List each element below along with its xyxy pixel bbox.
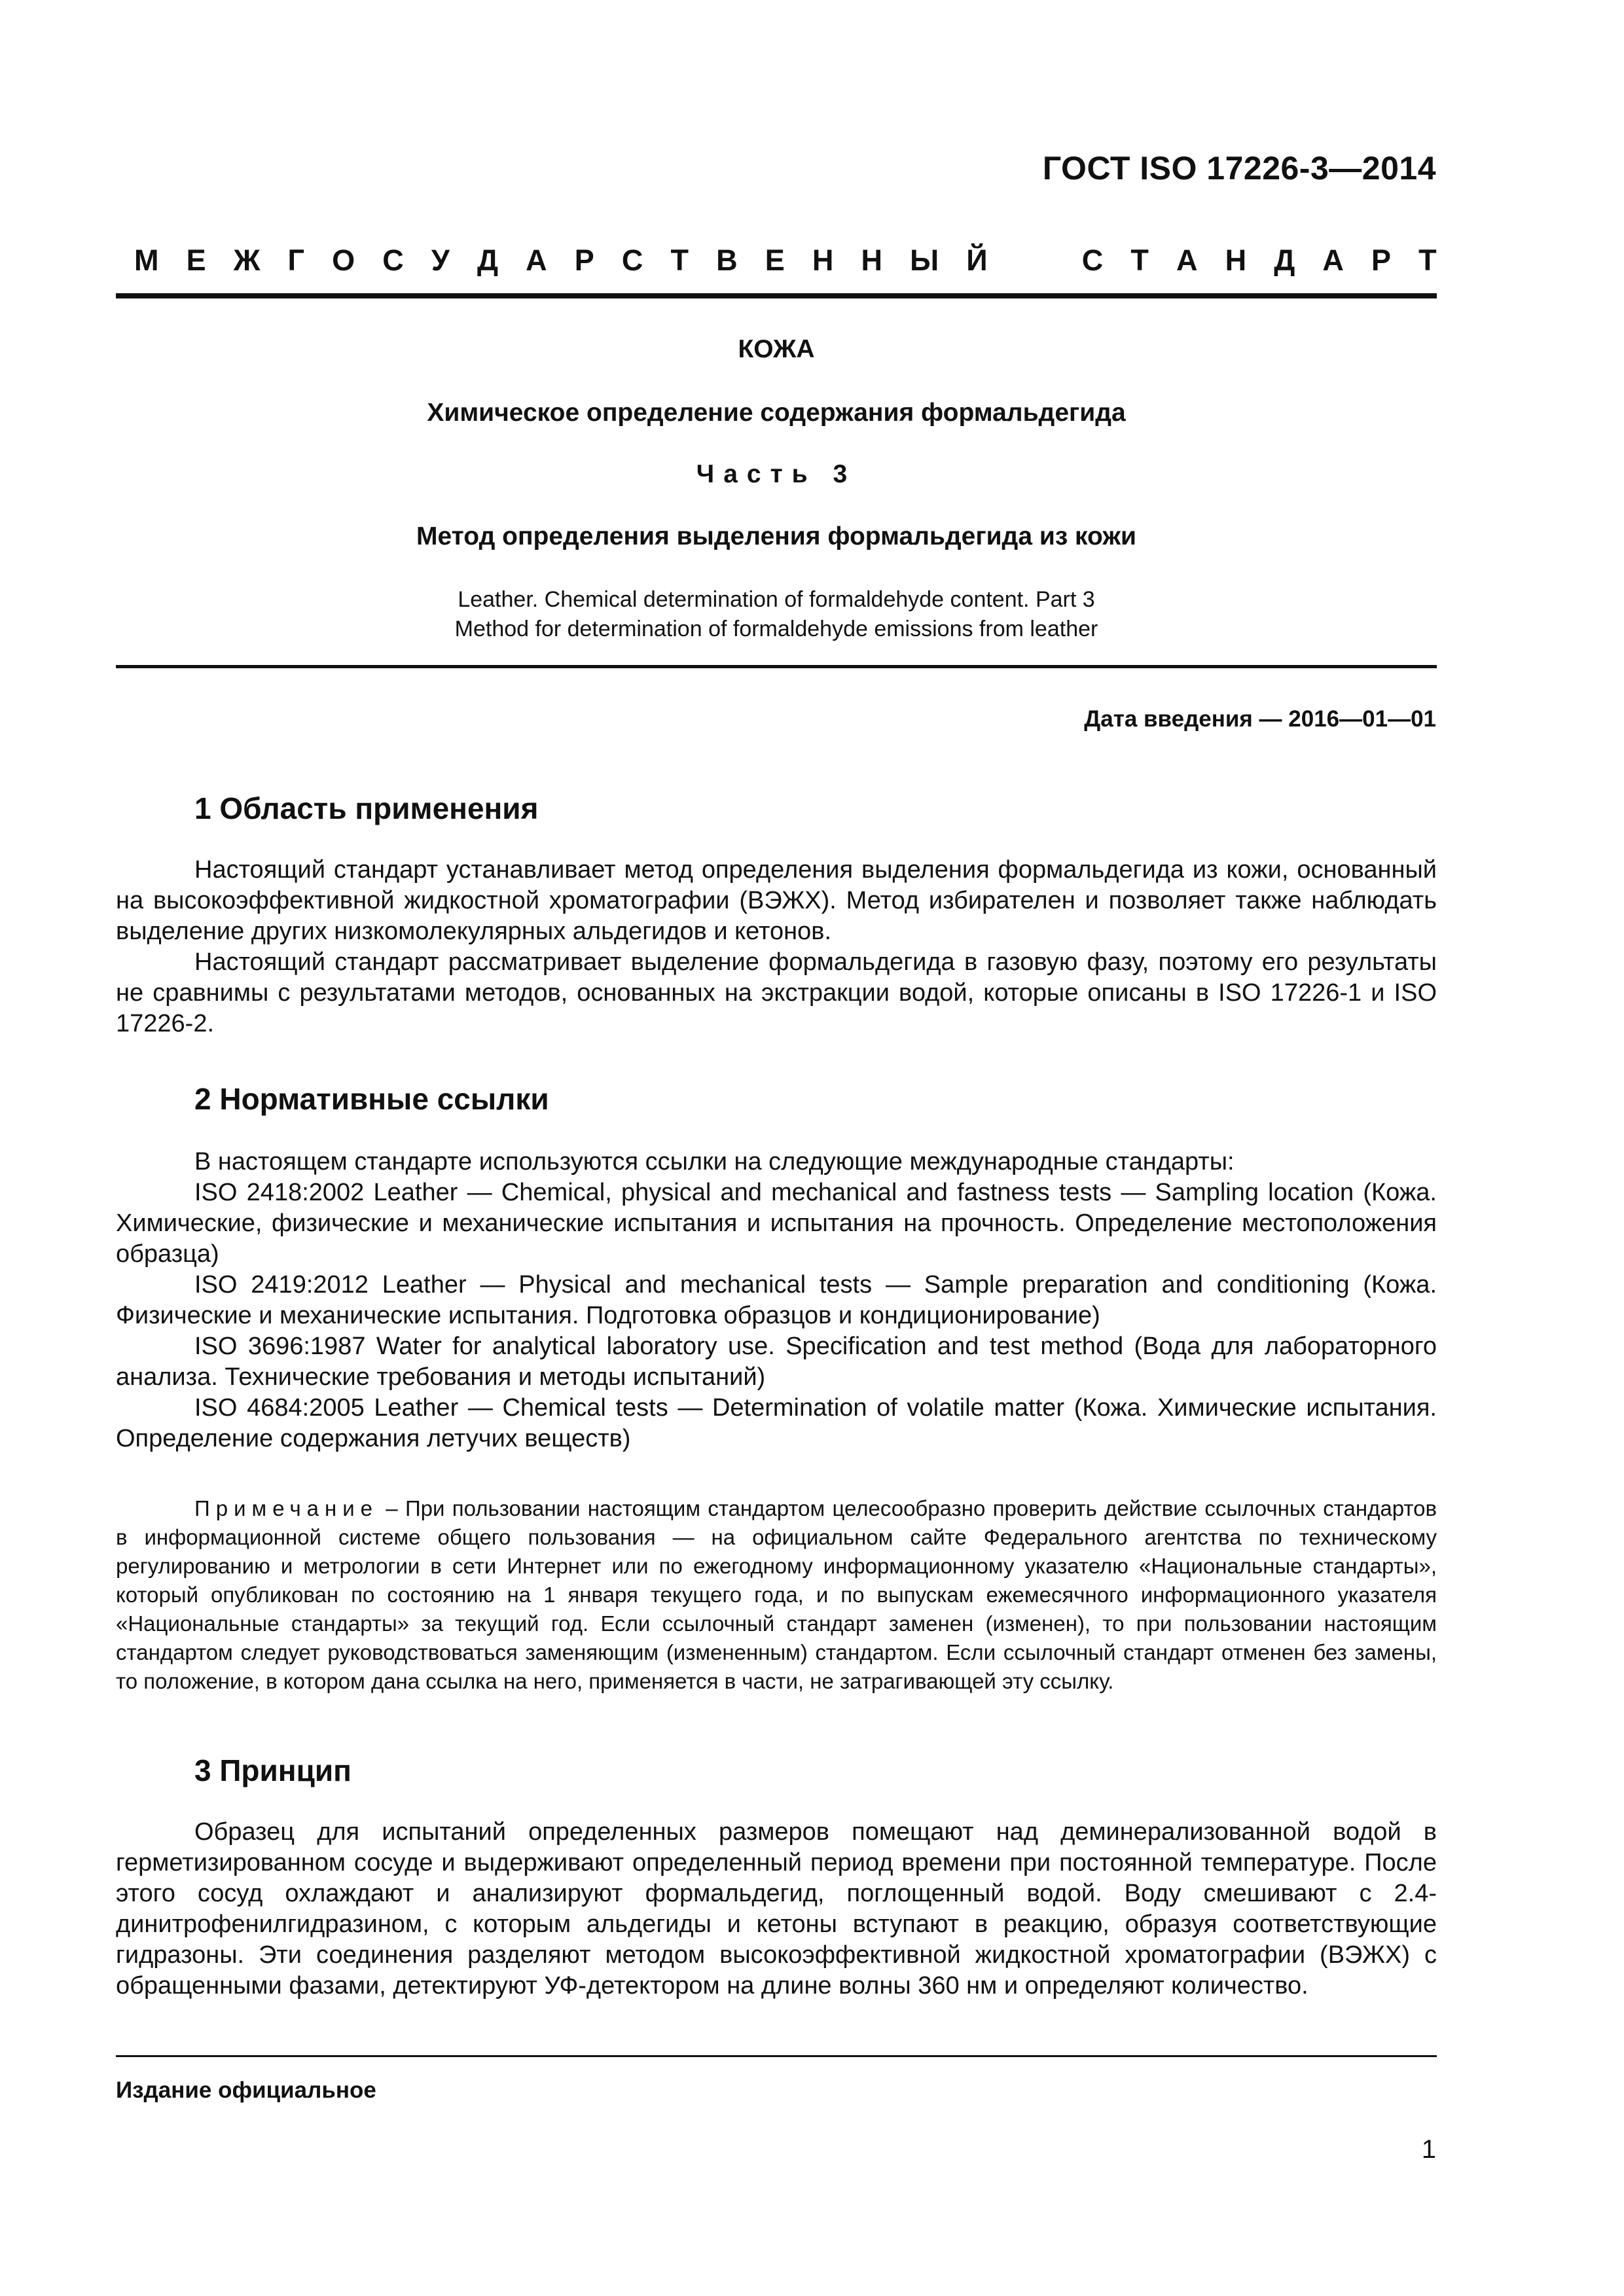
banner-letter: С [621,243,643,277]
header-divider [116,293,1437,298]
note-label: Примечание [194,1496,379,1520]
page-number: 1 [1421,2135,1436,2164]
document-title: КОЖА [738,335,815,363]
banner-letter: Н [812,243,834,277]
section-body [116,855,1437,1039]
banner-letter: Д [477,243,499,277]
banner-letter: Й [966,243,988,277]
reference-item: ISO 4684:2005 Leather — Chemical tests — Determination of volatile matter (Кожа. Химические испытания. Определение содержания летучих веществ) [116,1394,1437,1452]
paragraph: Настоящий стандарт устанавливает метод определения выделения формальдегида из кожи, основанный на высокоэффективной жидкостной хроматографии (ВЭЖХ). Метод избирателен и позволяет также наблюдать выделение других низкомолекулярных альдегидов и кетонов. [116,856,1437,945]
edition-label: Издание официальное [116,2077,376,2103]
paragraph: Настоящий стандарт рассматривает выделение формальдегида в газовую фазу, поэтому его результаты не сравнимы с результатами методов, основанных на экстракции водой, которые описаны в ISO 17226-1 и ISO 17226-2. [116,948,1437,1037]
document-method-title: Метод определения выделения формальдегида из кожи [416,522,1136,550]
english-title-line: Method for determination of formaldehyde emissions from leather [454,617,1098,641]
banner-letter: У [431,243,450,277]
banner-letter: Ж [233,243,261,277]
banner-letter: Р [574,243,594,277]
document-code: ГОСТ ISO 17226-3—2014 [1042,150,1436,187]
banner-letter: О [332,243,355,277]
english-title [116,585,1437,644]
reference-item: ISO 3696:1987 Water for analytical laboratory use. Specification and test method (Вода для лабораторного анализа. Технические требования и методы испытаний) [116,1333,1437,1391]
reference-item: ISO 2419:2012 Leather — Physical and mechanical tests — Sample preparation and conditioning (Кожа. Физические и механические испытания. Подготовка образцов и кондиционирование) [116,1271,1437,1329]
banner-letter: Н [1225,243,1247,277]
banner-letter: В [716,243,738,277]
banner-letter: Е [765,243,785,277]
banner-letter: А [1176,243,1198,277]
banner-letter: Е [186,243,206,277]
title-divider [116,665,1437,668]
banner-letter: М [134,243,159,277]
note [116,1494,1437,1696]
banner-letter: Т [1130,243,1149,277]
section-heading: 2 Нормативные ссылки [194,1082,549,1116]
section-heading: 3 Принцип [194,1753,352,1787]
note-text: – При пользовании настоящим стандартом целесообразно проверить действие ссылочных стандартов в информационной системе общего пользования — на официальном сайте Федерального агентства по техническому регулированию и метрологии в сети Интернет или по ежегодному информационному указателю «Национальные стандарты», который опубликован по состоянию на 1 января текущего года, и по выпускам ежемесячного информационного указателя «Национальные стандарты» за текущий год. Если ссылочный стандарт заменен (изменен), то при пользовании настоящим стандартом следует руководствоваться заменяющим (измененным) стандартом. Если ссылочный стандарт отменен без замены, то положение, в котором дана ссылка на него, применяется в части, не затрагивающей эту ссылку. [116,1496,1437,1693]
paragraph: Образец для испытаний определенных размеров помещают над деминерализованной водой в герметизированном сосуде и выдерживают определенный период времени при постоянной температуре. После этого сосуд охлаждают и анализируют формальдегид, поглощенный водой. Воду смешивают с 2.4-динитрофенилгидразином, с которым альдегиды и кетоны вступают в реакцию, образуя соответствующие гидразоны. Эти соединения разделяют методом высокоэффективной жидкостной хроматографии (ВЭЖХ) с обращенными фазами, детектируют УФ-детектором на длине волны 360 нм и определяют количество. [116,1818,1437,2000]
banner-letter: Ы [910,243,939,277]
section-body [116,1147,1437,1454]
banner-letter: С [382,243,404,277]
banner-letter: Т [1418,243,1437,277]
banner-letter: С [1081,243,1104,277]
document-part: Часть 3 [696,460,857,488]
english-title-line: Leather. Chemical determination of formaldehyde content. Part 3 [458,587,1095,612]
footer-divider [116,2055,1437,2057]
reference-item: ISO 2418:2002 Leather — Chemical, physical and mechanical and fastness tests — Sampling location (Кожа. Химические, физические и механические испытания и испытания на прочность. Определение местоположения образца) [116,1179,1437,1268]
banner-letter: А [526,243,547,277]
section-heading: 1 Область применения [194,791,539,825]
interstate-standard-banner [134,243,1437,278]
banner-letter: Т [670,243,689,277]
banner-word-gap [1015,243,1055,278]
section-body [116,1817,1437,2001]
paragraph: В настоящем стандарте используются ссылки на следующие международные стандарты: [194,1148,1235,1175]
banner-letter: Д [1274,243,1295,277]
banner-letter: А [1322,243,1344,277]
document-subtitle: Химическое определение содержания формальдегида [427,399,1126,427]
banner-letter: Н [861,243,882,277]
banner-letter: Г [287,243,305,277]
introduction-date: Дата введения — 2016—01—01 [1084,706,1436,732]
banner-letter: Р [1371,243,1392,277]
